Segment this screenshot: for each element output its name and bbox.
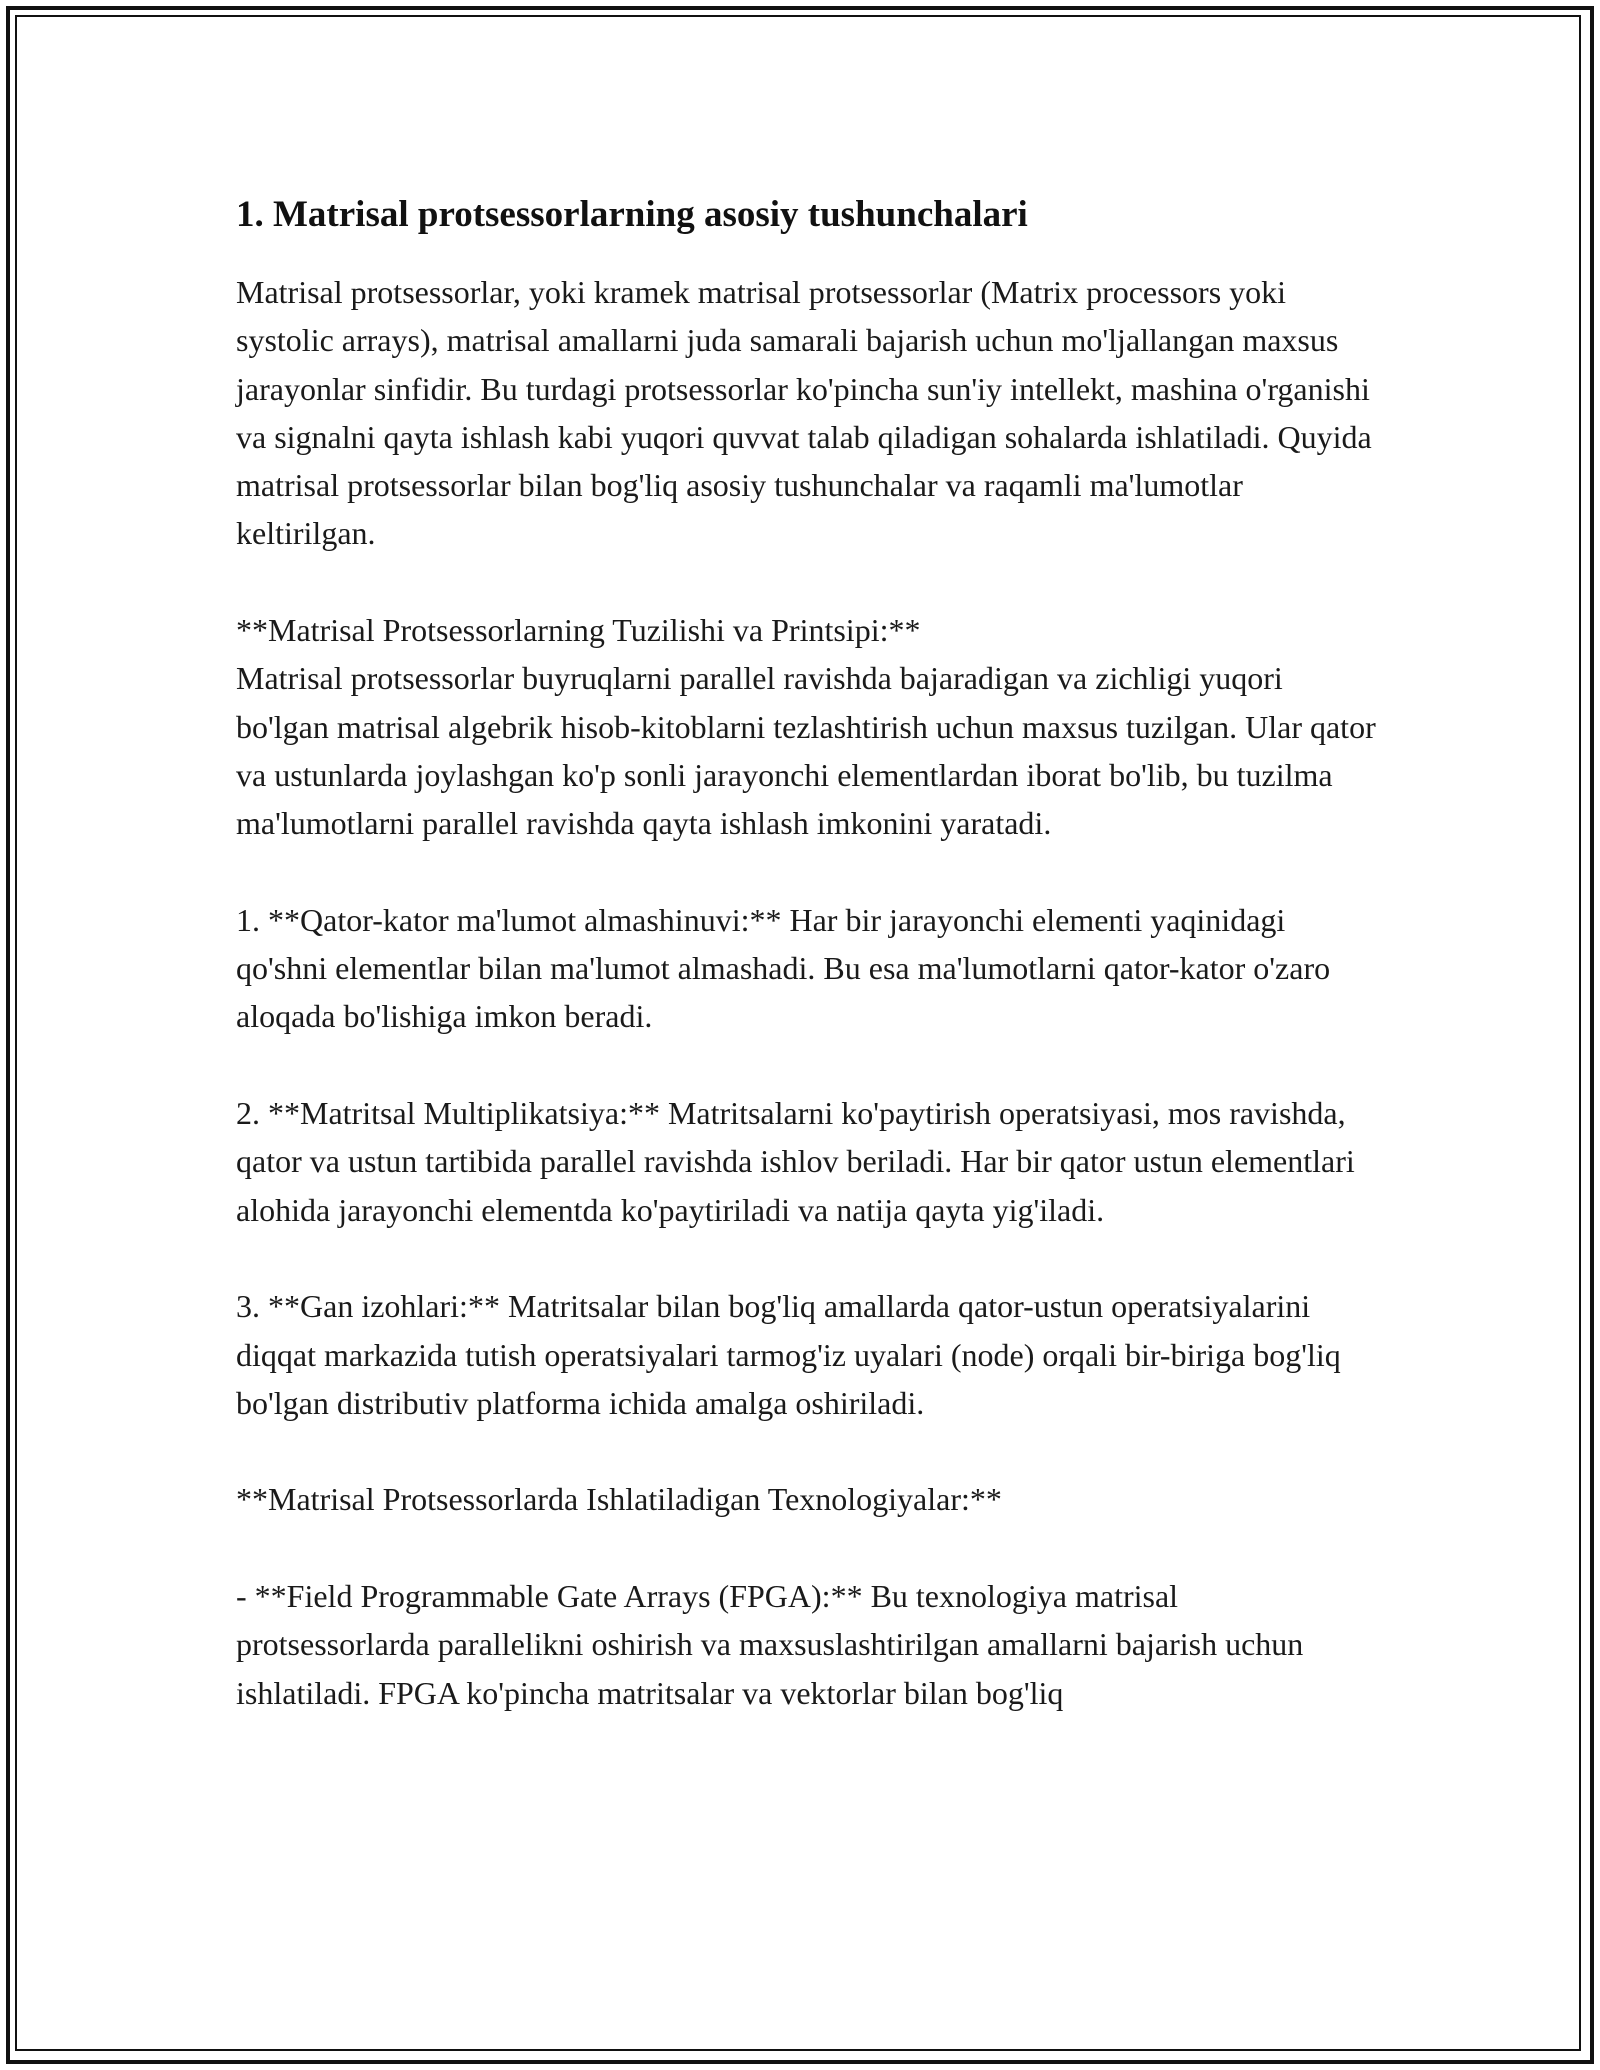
paragraph-spacer bbox=[236, 1524, 1376, 1572]
intro-paragraph: Matrisal protsessorlar, yoki kramek matrisal protsessorlar (Matrix processors yoki systolic arrays), matrisal amallarni juda samarali bajarish uchun mo'ljallangan maxsus jarayonlar sinfidir. Bu turdagi protsessorlar ko'pincha sun'iy intellekt, mashina o'rganishi va signalni qayta ishlash kabi yuqori quvvat talab qiladigan sohalarda ishlatiladi. Quyida matrisal protsessorlar bilan bog'liq asosiy tushunchalar va raqamli ma'lumotlar keltirilgan. bbox=[236, 274, 1380, 552]
list-item-data-exchange: 1. **Qator-kator ma'lumot almashinuvi:** Har bir jarayonchi elementi yaqinidagi qo'shni elementlar bilan ma'lumot almashadi. Bu esa ma'lumotlarni qator-kator o'zaro aloqada bo'lishiga imkon beradi. bbox=[236, 901, 1339, 1035]
paragraph-spacer bbox=[236, 1234, 1376, 1282]
bullet-fpga: - **Field Programmable Gate Arrays (FPGA):** Bu texnologiya matrisal protsessorlarda parallelikni oshirish va maxsuslashtirilgan amallarni bajarish uchun ishlatiladi. FPGA ko'pincha matritsalar va vektorlar bilan bog'liq bbox=[236, 1578, 1312, 1711]
paragraph-spacer bbox=[236, 848, 1376, 896]
structure-section-title: **Matrisal Protsessorlarning Tuzilishi va Printsipi:** bbox=[236, 612, 921, 649]
paragraph-spacer bbox=[236, 1427, 1376, 1475]
section-heading: 1. Matrisal protsessorlarning asosiy tushunchalari bbox=[236, 194, 1028, 235]
technologies-section-title: **Matrisal Protsessorlarda Ishlatiladigan Texnologiyalar:** bbox=[236, 1481, 1002, 1518]
paragraph-spacer bbox=[236, 558, 1376, 606]
document-page bbox=[236, 190, 1384, 1717]
list-item-gan-notes: 3. **Gan izohlari:** Matritsalar bilan bog'liq amallarda qator-ustun operatsiyalarini diqqat markazida tutish operatsiyalari tarmog'iz uyalari (node) orqali bir-biriga bog'liq bo'lgan distributiv platforma ichida amalga oshiriladi. bbox=[236, 1288, 1349, 1421]
paragraph-spacer bbox=[236, 1041, 1376, 1089]
list-item-matrix-multiplication: 2. **Matritsal Multiplikatsiya:** Matritsalarni ko'paytirish operatsiyasi, mos ravishda, qator va ustun tartibida parallel ravishda ishlov beriladi. Har bir qator ustun elementlari alohida jarayonchi elementda ko'paytiriladi va natija qayta yig'iladi. bbox=[236, 1095, 1363, 1228]
structure-section-body: Matrisal protsessorlar buyruqlarni parallel ravishda bajaradigan va zichligi yuqori bo'lgan matrisal algebrik hisob-kitoblarni tezlashtirish uchun maxsus tuzilgan. Ular qator va ustunlarda joylashgan ko'p sonli jarayonchi elementlardan iborat bo'lib, bu tuzilma ma'lumotlarni parallel ravishda qayta ishlash imkonini yaratadi. bbox=[236, 660, 1384, 842]
